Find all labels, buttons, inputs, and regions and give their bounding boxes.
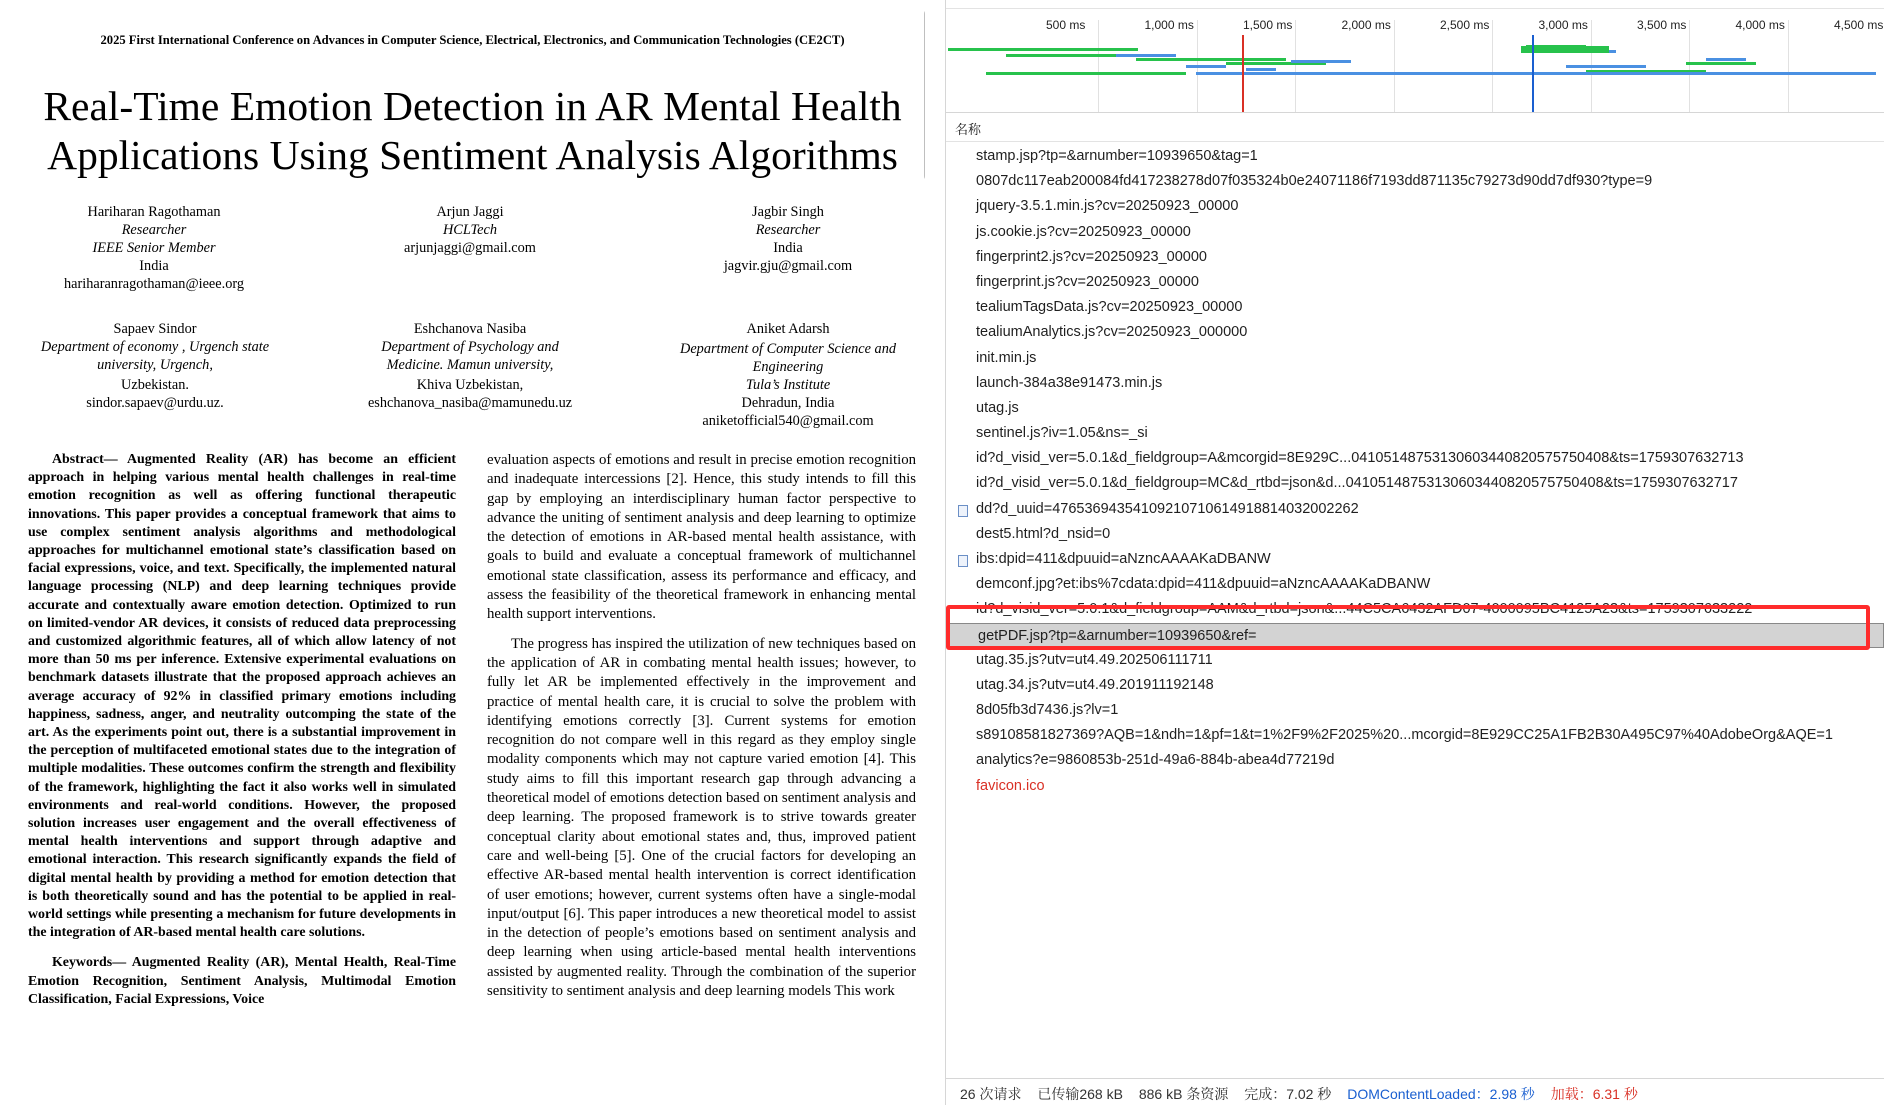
author-name: Jagbir Singh (752, 204, 824, 220)
request-name: fingerprint.js?cv=20250923_00000 (976, 273, 1199, 290)
request-row[interactable] (946, 673, 1884, 698)
author-country: Dehradun, India (741, 395, 835, 411)
author-name: Hariharan Ragothaman (87, 204, 221, 220)
author-block (20, 320, 290, 412)
timeline-tick-label: 3,500 ms (1637, 18, 1687, 32)
author-name: Eshchanova Nasiba (413, 321, 527, 337)
devtools-toolbar (946, 0, 1884, 9)
author-affiliation: Department of Psychology and (381, 339, 559, 355)
timeline-tick-label: 500 ms (1046, 18, 1086, 32)
author-name: Arjun Jaggi (436, 204, 504, 220)
waterfall-bar (1706, 58, 1746, 61)
pdf-viewer[interactable] (0, 0, 925, 1105)
request-name: js.cookie.js?cv=20250923_00000 (976, 223, 1191, 240)
author-country: India (139, 258, 169, 274)
request-name: analytics?e=9860853b-251d-49a6-884b-abea4d77219d (976, 752, 1335, 769)
request-row[interactable] (946, 371, 1884, 396)
author-affiliation: Researcher (121, 222, 187, 238)
request-row[interactable] (946, 648, 1884, 673)
request-row[interactable] (946, 169, 1884, 194)
request-name: fingerprint2.js?cv=20250923_00000 (976, 248, 1207, 265)
request-row[interactable] (946, 572, 1884, 597)
request-row[interactable] (946, 774, 1884, 799)
request-name: stamp.jsp?tp=&arnumber=10939650&tag=1 (976, 148, 1258, 164)
waterfall-bar (1566, 65, 1646, 68)
request-row[interactable] (946, 346, 1884, 371)
timeline-tick-label: 1,000 ms (1144, 18, 1194, 32)
request-row[interactable] (946, 748, 1884, 773)
waterfall-bar (1006, 54, 1116, 57)
timeline-gridline (1689, 20, 1690, 112)
document-icon (958, 505, 968, 517)
request-name: dd?d_uuid=47653694354109210710614918814032002262 (976, 500, 1359, 517)
resource-size: 886 kB 条资源 (1138, 1086, 1229, 1102)
author-email: hariharanragothaman@ieee.org (63, 276, 244, 292)
domcontentloaded-time: DOMContentLoaded：2.98 秒 (1347, 1086, 1535, 1102)
keywords-text: Keywords— Augmented Reality (AR), Mental Health, Real-Time Emotion Recognition, Sentiment Analysis, Multimodal Emotion Classification, Facial Expressions, Voice (28, 955, 456, 1007)
request-row[interactable] (946, 471, 1884, 496)
author-affiliation: university, Urgench, (97, 357, 213, 373)
request-row[interactable] (946, 597, 1884, 622)
request-name: jquery-3.5.1.min.js?cv=20250923_00000 (976, 198, 1239, 215)
waterfall-bar (986, 72, 1186, 75)
request-name: launch-384a38e91473.min.js (976, 374, 1163, 391)
request-name: utag.35.js?utv=ut4.49.202506111711 (976, 651, 1213, 668)
waterfall-bar (1196, 72, 1876, 75)
timeline-gridline (1394, 20, 1395, 112)
request-row-selected[interactable] (947, 623, 1884, 648)
author-affiliation: Researcher (755, 222, 821, 238)
timeline-tick-label: 3,000 ms (1538, 18, 1588, 32)
body-paragraph: evaluation aspects of emotions and result in precise emotion recognition and inadequate intercessions [2]. Hence, this study intends to fill this gap by employing an interdisciplinary human factor perspective to advance the uniting of sentiment analysis and deep learning to optimize the detection of emotions in AR-based mental health assistance, with goals to build and evaluate a conceptual framework of multichannel emotional state classification, assess its performance and efficacy, and assess the feasibility of the theoretical framework in enhancing mental health support interventions. (487, 452, 916, 623)
devtools-network-panel (945, 0, 1884, 1105)
request-name: sentinel.js?iv=1.05&ns=_si (976, 425, 1148, 442)
request-row[interactable] (946, 698, 1884, 723)
abstract-text: Abstract— Augmented Reality (AR) has become an efficient approach in helping various mental health challenges in real-time emotion recognition as well as offering functional therapeutic innovations. This paper provides a conceptual framework that aims to use complex sentiment analysis algorithms and methodological approaches for multichannel emotional state’s classification based on facial expressions, voice, and text. Specifically, the implemented natural language processing (NLP) and deep learning techniques provide accurate and contextually aware emotion detection. Optimized to run on limited-vendor AR devices, it consists of reduced data preprocessing and customized algorithmic features, all of which allow latency of not more than 50 ms per inference. Extensive experimental evaluations on benchmark datasets illustrate that the proposed approach achieves an average accuracy of 92% in classified primary emotions including happiness, sadness, anger, and neutrality outcomping the state of the art. As the experiments point out, there is a substantial improvement in the perception of multifaceted emotional states due to the integration of multiple modalities. These outcomes confirm the strength and flexibility of the framework, highlighting the fact it also works well in simulated environments and real-world conditions. However, the proposed solution increases user engagement and the overall effectiveness of mental health interventions and support through adaptive and emotional interaction. This research significantly expands the field of digital mental health by providing a method for emotion detection that is both theoretically sound and has the potential to be applied in real-world settings while presenting a mechanism for future developments in the integration of AR-based mental health care solutions. (28, 452, 456, 941)
timeline-tick-label: 2,000 ms (1341, 18, 1391, 32)
request-name: init.min.js (976, 349, 1037, 366)
author-email: sindor.sapaev@urdu.uz. (86, 395, 224, 411)
load-event-marker (1242, 35, 1244, 113)
request-name: id?d_visid_ver=5.0.1&d_fieldgroup=MC&d_rtbd=json&d...041051487531306034408205757504​08&ts=1759307632717 (976, 475, 1738, 492)
author-block (24, 203, 284, 293)
request-name: dest5.html?d_nsid=0 (976, 525, 1111, 542)
pdf-scrollbar-thumb[interactable] (924, 9, 925, 181)
request-name: id?d_visid_ver=5.0.1&d_fieldgroup=A&mcorgid=8E929C...041051487531306034408205757504​08&ts=1759307632713 (976, 450, 1744, 467)
request-row[interactable] (946, 295, 1884, 320)
timeline-gridline (1098, 20, 1099, 112)
name-column-header[interactable] (946, 113, 1884, 142)
author-block (658, 203, 918, 275)
request-row[interactable] (946, 245, 1884, 270)
timeline-tick-label: 2,500 ms (1440, 18, 1490, 32)
author-email: arjunjaggi@gmail.com (404, 240, 536, 256)
author-affiliation: IEEE Senior Member (92, 240, 216, 256)
abstract-column (28, 451, 456, 1009)
author-affiliation: Medicine. Mamun university, (386, 357, 554, 373)
author-country: Khiva Uzbekistan, (416, 377, 524, 393)
request-name: tealiumTagsData.js?cv=20250923_00000 (976, 299, 1243, 316)
request-name: demconf.jpg?et:ibs%7cdata:dpid=411&dpuuid=aNzncAAAAKaDBANW (976, 576, 1431, 593)
paper-title-line-1: Real-Time Emotion Detection in AR Mental Health (43, 83, 902, 129)
waterfall-bar (948, 48, 1138, 51)
document-icon (958, 555, 968, 567)
author-affiliation: HCLTech (442, 222, 497, 238)
request-list (946, 144, 1884, 799)
timeline-tick-label: 4,500 ms (1834, 18, 1884, 32)
request-row[interactable] (946, 220, 1884, 245)
conference-header: 2025 First International Conference on Advances in Computer Science, Electrical, Electronics, and Communication Technologies (CE2CT) (100, 33, 845, 47)
request-name: ibs:dpid=411&dpuuid=aNzncAAAAKaDBANW (976, 551, 1271, 567)
author-name: Sapaev Sindor (113, 321, 197, 337)
timeline-tick-label: 1,500 ms (1243, 18, 1293, 32)
paper-title (0, 82, 925, 180)
request-name: utag.34.js?utv=ut4.49.201911192148 (976, 676, 1214, 693)
request-name: s89108581827369?AQB=1&ndh=1&pf=1&t=1%2F9%2F2025%20...mcorgid=8E929CC25A1FB2B30A495C97%40AdobeOrg&AQE=1 (976, 727, 1833, 744)
request-name: tealiumAnalytics.js?cv=20250923_000000 (976, 324, 1248, 341)
request-name: utag.js (976, 399, 1019, 416)
request-name: favicon.ico (976, 777, 1045, 794)
request-row[interactable] (946, 320, 1884, 345)
timeline-gridline (1788, 20, 1789, 112)
request-name: 0807dc117eab200084fd417238278d07f035324b0e24071186f7193dd871135c79273d90dd7df930?type=9 (976, 173, 1653, 190)
paper-title-line-2: Applications Using Sentiment Analysis Algorithms (47, 132, 898, 178)
author-block (340, 203, 600, 257)
waterfall-bar (1116, 54, 1176, 57)
timeline-gridline (1492, 20, 1493, 112)
waterfall-bar (1136, 58, 1286, 61)
transferred-size: 已传输268 kB (1037, 1086, 1123, 1102)
request-row[interactable] (946, 446, 1884, 471)
author-name: Aniket Adarsh (746, 321, 830, 337)
body-paragraph: The progress has inspired the utilization of new techniques based on the application of AR in combating mental health issues; however, to fully let AR be implemented effectively in the improvement and practice of mental health care, it is crucial to solve the problem with identifying emotions correctly [3]. Current systems for emotion recognition do not compare well in this regard as they employ single modality components which may not capture varied emotion [4]. This study aims to fill this important research gap through advancing a theoretical model of emotions detection based on sentiment analysis and deep learning. The proposed framework is to strive towards greater conceptual clarity about emotional states and, thus, improved patient care and well-being [5]. One of the crucial factors for developing an effective AR-based mental health intervention is correct identification of user emotions; however, current systems often have a single-modal input/output [6]. This paper introduces a new theoretical model to assist in the detection of people’s emotions based on sentiment analysis and deep learning when using article-based mental health interventions assisted by augmented reality. Through the combination of the superior sensitivity to sentiment analysis and deep learning models This work (487, 635, 916, 1000)
request-row[interactable] (946, 396, 1884, 421)
request-row[interactable] (946, 421, 1884, 446)
waterfall-bar (1246, 68, 1276, 71)
request-row[interactable] (946, 194, 1884, 219)
load-time: 加载：6.31 秒 (1550, 1086, 1638, 1102)
author-email: eshchanova_nasiba@mamunedu.uz (367, 395, 573, 411)
author-affiliation: Tula’s Institute (745, 377, 831, 393)
author-block (335, 320, 605, 412)
name-column-label: 名称 (955, 122, 982, 137)
waterfall-bar (1521, 46, 1609, 53)
author-affiliation: Department of economy , Urgench state (40, 339, 270, 355)
author-email: aniketofficial540@gmail.com (702, 413, 874, 429)
pdf-scrollbar[interactable] (921, 0, 925, 1105)
dcl-event-marker (1532, 35, 1534, 113)
request-row[interactable] (946, 144, 1884, 169)
request-row[interactable] (946, 270, 1884, 295)
timeline-tick-label: 4,000 ms (1735, 18, 1785, 32)
network-overview-timeline[interactable] (946, 10, 1884, 113)
request-name: getPDF.jsp?tp=&arnumber=10939650&ref= (978, 627, 1257, 644)
author-country: India (773, 240, 803, 256)
finish-time: 完成：7.02 秒 (1244, 1086, 1332, 1102)
request-row[interactable] (946, 497, 1884, 522)
author-email: jagvir.gju@gmail.com (723, 258, 853, 274)
author-affiliation: Engineering (752, 359, 824, 375)
author-block (653, 320, 923, 430)
waterfall-bar (1686, 62, 1756, 65)
request-row[interactable] (946, 522, 1884, 547)
request-row[interactable] (946, 547, 1884, 572)
body-column (487, 451, 916, 1001)
waterfall-bar (1291, 60, 1351, 63)
request-name: 8d05fb3d7436.js?lv=1 (976, 701, 1119, 718)
author-country: Uzbekistan. (121, 377, 189, 393)
author-affiliation: Department of Computer Science and (680, 341, 896, 357)
request-name: id?d_visid_ver=5.0.1&d_fieldgroup=AAM&d_rtbd=json&...44C5CA6432AFD07-4000095BC4125A23&ts=1759307633222 (976, 601, 1753, 618)
network-status-bar (946, 1078, 1884, 1106)
request-row[interactable] (946, 723, 1884, 748)
request-count: 26 次请求 (960, 1086, 1022, 1102)
timeline-gridline (1295, 20, 1296, 112)
waterfall-bar (1186, 65, 1226, 68)
